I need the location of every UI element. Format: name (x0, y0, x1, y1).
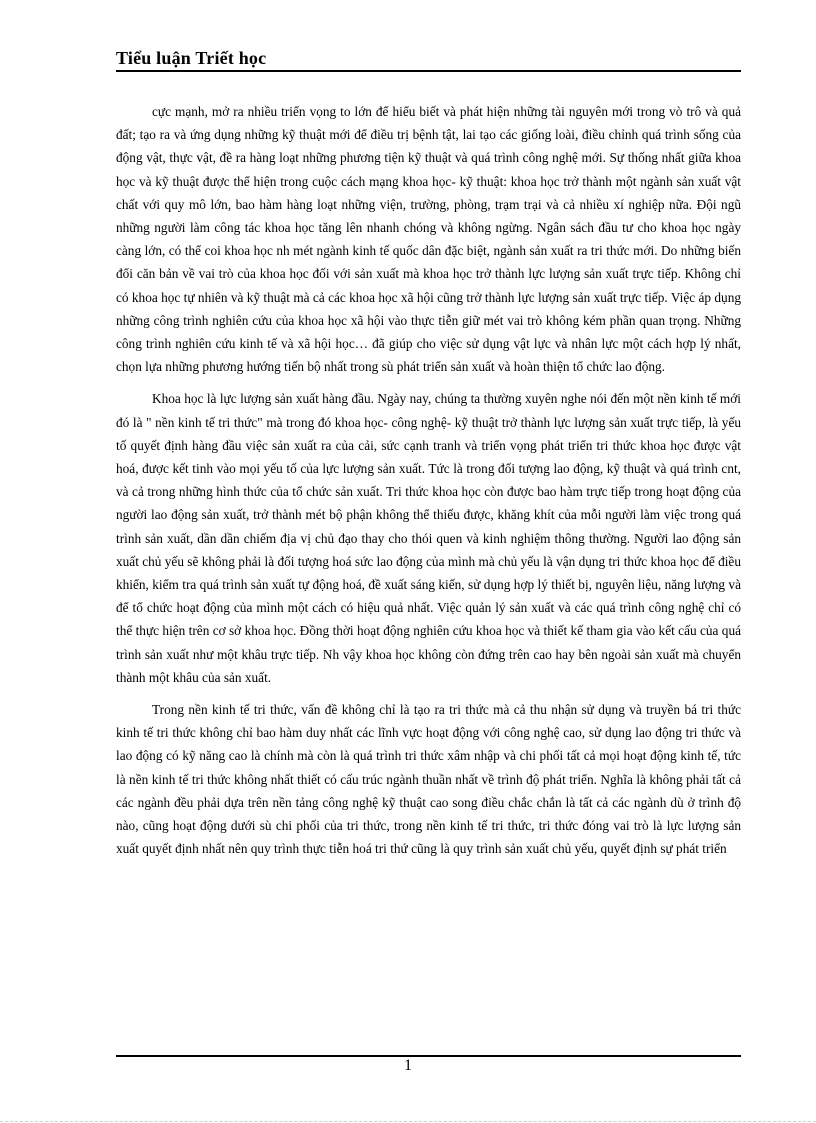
header-title: Tiểu luận Triết học (116, 48, 267, 68)
paragraph: Trong nền kinh tế tri thức, vấn đề không chỉ là tạo ra tri thức mà cả thu nhận sử dụng và truyền bá tri thức kinh tế tri thức không chỉ bao hàm duy nhất các lĩnh vực hoạt động với công nghệ cao, sử dụng lao động tri thức và lao động có kỹ năng cao là chính mà còn là quá trình tri thức xâm nhập và chi phối tất cả mọi hoạt động kinh tế, tức là nền kinh tế tri thức không nhất thiết có cấu trúc ngành thuần nhất về trình độ phát triển. Nghĩa là không phải tất cả các ngành đều phải dựa trên nền tảng công nghệ kỹ thuật cao song điều chắc chắn là tất cả các ngành dù ở trình độ nào, cũng hoạt động dưới sù chi phối của tri thức, trong nền kinh tế tri thức, tri thức đóng vai trò là lực lượng sản xuất quyết định nhất nên quy trình thực tiễn hoá tri thứ cũng là quy trình sản xuất chủ yếu, quyết định sự phát triển (116, 702, 741, 857)
paragraph: cực mạnh, mở ra nhiều triển vọng to lớn để hiểu biết và phát hiện những tài nguyên mới trong vò trô và quả đất; tạo ra và ứng dụng những kỹ thuật mới để điều trị bệnh tật, lai tạo các giống loài, điều chỉnh quá trình sống của động vật, thực vật, đề ra hàng loạt những phương tiện kỹ thuật và quá trình công nghệ mới. Sự thống nhất giữa khoa học và kỹ thuật được thể hiện trong cuộc cách mạng khoa học- kỹ thuật: khoa học trở thành một ngành sản xuất vật chất với quy mô lớn, bao hàm hàng loạt những viện, trường, phòng, trạm trại và cả nhiều xí nghiệp nữa. Đội ngũ những người làm công tác khoa học tăng lên nhanh chóng và không ngừng. Ngân sách đầu tư cho khoa học ngày càng lớn, có thể coi khoa học nh mét ngành kinh tế quốc dân đặc biệt, ngành sản xuất ra tri thức mới. Do những biến đổi căn bản về vai trò của khoa học đối với sản xuất mà khoa học trở thành lực lượng sản xuất trực tiếp. Không chỉ có khoa học tự nhiên và kỹ thuật mà cả các khoa học xã hội cũng trở thành lực lượng sản xuất trực tiếp. Việc áp dụng những công trình nghiên cứu của khoa học xã hội vào thực tiễn giữ mét vai trò không kém phần quan trọng. Những công trình nghiên cứu kinh tế và xã hội học… đã giúp cho việc sử dụng vật lực và nhân lực một cách hợp lý nhất, chọn lựa những phương hướng tiến bộ nhất trong sù phát triển sản xuất và hoàn thiện tổ chức lao động. (116, 104, 741, 375)
header-rule (116, 70, 741, 72)
body-text (116, 100, 741, 870)
page-edge-divider (0, 1121, 816, 1122)
paragraph: Khoa học là lực lượng sản xuất hàng đầu. Ngày nay, chúng ta thường xuyên nghe nói đến một nền kinh tế mới đó là " nền kinh tế tri thức" mà trong đó khoa học- công nghệ- kỹ thuật trở thành lực lượng sản xuất trực tiếp, là yếu tố quyết định hàng đầu việc sản xuất ra của cải, sức cạnh tranh và triển vọng phát triển tri thức khoa học được vật hoá, được kết tinh vào mọi yếu tố của lực lượng sản xuất. Tức là trong đối tượng lao động, kỹ thuật và quá trình cnt, và cả trong những hình thức của tổ chức sản xuất. Tri thức khoa học còn được bao hàm trực tiếp trong hoạt động của người lao động sản xuất, trở thành mét bộ phận không thể thiếu được, khăng khít của mỗi người làm việc trong quá trình sản xuất, dần dần chiếm địa vị chủ đạo thay cho thói quen và kinh nghiệm thông thường. Người lao động sản xuất chủ yếu sẽ không phải là đối tượng hoá sức lao động của mình mà chủ yếu là vận dụng tri thức khoa học để điều khiển, kiểm tra quá trình sản xuất tự động hoá, đề xuất sáng kiến, sử dụng hợp lý thiết bị, nguyên liệu, năng lượng và để tổ chức hoạt động của mình một cách có hiệu quả nhất. Việc quản lý sản xuất và các quá trình công nghệ chỉ có thể thực hiện trên cơ sở khoa học. Đồng thời hoạt động nghiên cứu khoa học và thiết kế tham gia vào kết cấu của quá trình sản xuất như một khâu trực tiếp. Nh vậy khoa học không còn đứng trên cao hay bên ngoài sản xuất mà chuyển thành một khâu của sản xuất. (116, 391, 741, 685)
page-number: 1 (404, 1057, 412, 1074)
